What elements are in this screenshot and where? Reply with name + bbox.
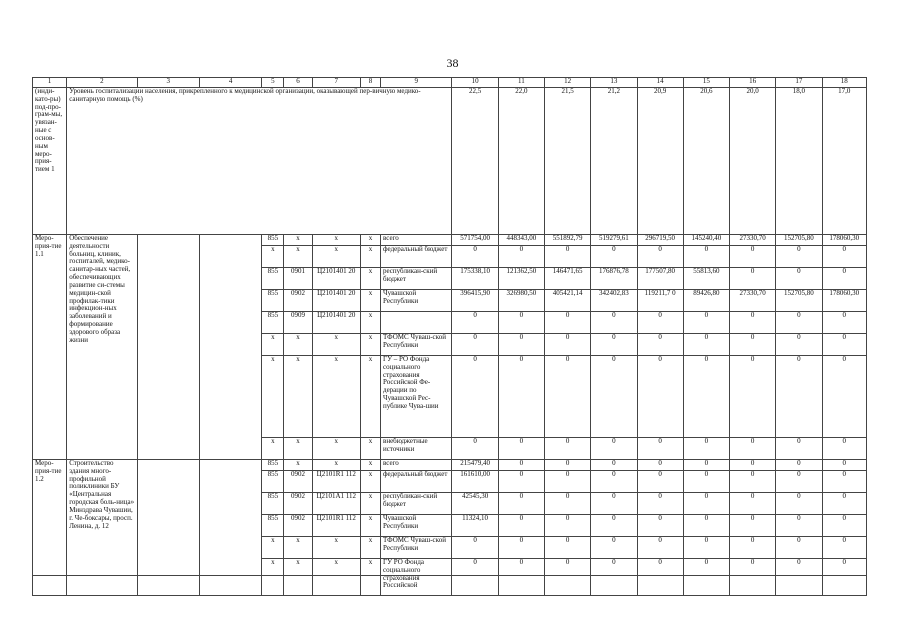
header-col-14: 14 <box>637 78 683 88</box>
header-row <box>33 78 867 88</box>
amount-cell: 0 <box>498 471 544 493</box>
amount-cell: 0 <box>730 493 776 515</box>
target-article: Ц2101R1 112 <box>312 515 360 537</box>
amount-cell: 0 <box>498 559 544 596</box>
amount-cell: 0 <box>452 246 498 268</box>
amount-cell: 0 <box>776 460 822 471</box>
amount-cell: 0 <box>730 471 776 493</box>
amount-cell: 0 <box>822 460 866 471</box>
amount-cell: 0 <box>498 438 544 460</box>
section-code: x <box>284 537 312 559</box>
amount-cell: 0 <box>591 537 637 559</box>
amount-cell: 146471,65 <box>544 268 590 290</box>
table-row <box>33 460 867 471</box>
amount-cell: 0 <box>544 493 590 515</box>
section-code: 0901 <box>284 268 312 290</box>
funding-source: внебюджетные источники <box>381 438 452 460</box>
amount-cell: 0 <box>776 246 822 268</box>
amount-cell: 519279,61 <box>591 235 637 246</box>
amount-cell: 0 <box>730 515 776 537</box>
amount-cell: 0 <box>452 438 498 460</box>
amount-cell: 0 <box>776 334 822 356</box>
table-row <box>33 235 867 246</box>
grbs-code: 855 <box>262 493 284 515</box>
indicator-value: 21,5 <box>544 88 590 235</box>
header-col-8: 8 <box>360 78 380 88</box>
amount-cell: 0 <box>591 559 637 596</box>
amount-cell: 0 <box>637 515 683 537</box>
amount-cell: 0 <box>776 356 822 438</box>
amount-cell: 0 <box>730 438 776 460</box>
amount-cell: 161610,00 <box>452 471 498 493</box>
grbs-code: x <box>262 334 284 356</box>
expense-type: x <box>360 493 380 515</box>
amount-cell: 0 <box>730 312 776 334</box>
header-col-2: 2 <box>67 78 137 88</box>
page-number: 38 <box>446 56 459 70</box>
header-col-18: 18 <box>822 78 866 88</box>
grbs-code: x <box>262 559 284 596</box>
target-article: x <box>312 460 360 471</box>
measure-code: Меро-прия-тие 1.2 <box>33 460 67 596</box>
amount-cell: 0 <box>637 312 683 334</box>
funding-source: федеральный бюджет <box>381 471 452 493</box>
amount-cell: 0 <box>822 246 866 268</box>
amount-cell: 0 <box>683 493 729 515</box>
expense-type: x <box>360 268 380 290</box>
funding-source: ГУ – РО Фонда социального страхования Российской Фе-дерации по Чувашской Рес-публике Чува-шии <box>381 356 452 438</box>
amount-cell: 0 <box>822 268 866 290</box>
funding-source: всего <box>381 460 452 471</box>
amount-cell: 296719,50 <box>637 235 683 246</box>
funding-source: республикан-ский бюджет <box>381 493 452 515</box>
section-code: x <box>284 246 312 268</box>
amount-cell: 0 <box>822 537 866 559</box>
amount-cell: 0 <box>544 356 590 438</box>
grbs-code: 855 <box>262 515 284 537</box>
amount-cell: 0 <box>591 471 637 493</box>
amount-cell: 0 <box>730 334 776 356</box>
amount-cell: 0 <box>637 471 683 493</box>
section-code: x <box>284 460 312 471</box>
amount-cell: 0 <box>776 537 822 559</box>
section-code: 0902 <box>284 471 312 493</box>
measure-title: Обеспечение деятельности больниц, клиник, госпиталей, медико-санитар-ных частей, обеспечивающих развитие си-стемы медицин-ской профилак-тики инфекцион-ных заболеваний и формирование здорового образа жизни <box>67 235 137 460</box>
indicator-value: 22,0 <box>498 88 544 235</box>
amount-cell: 0 <box>544 471 590 493</box>
amount-cell: 571754,00 <box>452 235 498 246</box>
amount-cell: 0 <box>591 334 637 356</box>
target-article: Ц2101А1 112 <box>312 493 360 515</box>
amount-cell: 0 <box>637 559 683 596</box>
amount-cell: 0 <box>498 460 544 471</box>
target-article: x <box>312 235 360 246</box>
amount-cell: 0 <box>498 493 544 515</box>
amount-cell: 0 <box>591 460 637 471</box>
amount-cell: 0 <box>544 246 590 268</box>
amount-cell: 396415,90 <box>452 290 498 312</box>
amount-cell: 0 <box>452 356 498 438</box>
amount-cell: 0 <box>591 312 637 334</box>
amount-cell: 326980,50 <box>498 290 544 312</box>
indicator-description: Уровень госпитализации населения, прикрепленного к медицинской организации, оказывающей пер-вичную медико-санитарную помощь (%) <box>67 88 452 235</box>
grbs-code: 855 <box>262 268 284 290</box>
amount-cell: 0 <box>683 246 729 268</box>
header-col-17: 17 <box>776 78 822 88</box>
amount-cell: 119211,7 0 <box>637 290 683 312</box>
amount-cell: 0 <box>637 438 683 460</box>
expense-type: x <box>360 471 380 493</box>
indicator-value: 20,9 <box>637 88 683 235</box>
amount-cell: 0 <box>822 356 866 438</box>
amount-cell: 0 <box>822 515 866 537</box>
amount-cell: 0 <box>776 312 822 334</box>
grbs-code: x <box>262 246 284 268</box>
target-article: x <box>312 334 360 356</box>
amount-cell: 152705,80 <box>776 290 822 312</box>
amount-cell: 0 <box>730 356 776 438</box>
amount-cell: 152705,80 <box>776 235 822 246</box>
measure-code: Меро-прия-тие 1.1 <box>33 235 67 460</box>
amount-cell: 0 <box>591 246 637 268</box>
expense-type: x <box>360 515 380 537</box>
section-code: x <box>284 559 312 596</box>
amount-cell: 0 <box>822 312 866 334</box>
header-col-6: 6 <box>284 78 312 88</box>
header-col-7: 7 <box>312 78 360 88</box>
header-col-11: 11 <box>498 78 544 88</box>
indicator-value: 17,0 <box>822 88 866 235</box>
amount-cell: 0 <box>730 268 776 290</box>
expense-type: x <box>360 312 380 334</box>
amount-cell: 342402,83 <box>591 290 637 312</box>
amount-cell: 0 <box>637 460 683 471</box>
expense-type: x <box>360 290 380 312</box>
grbs-code: 855 <box>262 460 284 471</box>
amount-cell: 0 <box>683 471 729 493</box>
amount-cell: 0 <box>498 334 544 356</box>
amount-cell: 0 <box>637 356 683 438</box>
amount-cell: 0 <box>544 312 590 334</box>
amount-cell: 448343,00 <box>498 235 544 246</box>
amount-cell: 0 <box>498 515 544 537</box>
amount-cell: 0 <box>822 493 866 515</box>
target-article: x <box>312 356 360 438</box>
target-article: x <box>312 537 360 559</box>
header-col-4: 4 <box>199 78 261 88</box>
responsible-cell <box>137 235 199 460</box>
amount-cell: 0 <box>452 334 498 356</box>
amount-cell: 551892,79 <box>544 235 590 246</box>
section-code: 0902 <box>284 290 312 312</box>
expense-type: x <box>360 246 380 268</box>
indicator-value: 22,5 <box>452 88 498 235</box>
indicator-value: 20,0 <box>730 88 776 235</box>
amount-cell: 0 <box>591 438 637 460</box>
amount-cell: 0 <box>683 438 729 460</box>
amount-cell: 0 <box>822 438 866 460</box>
section-code: x <box>284 334 312 356</box>
funding-source: ТФОМС Чуваш-ской Республики <box>381 334 452 356</box>
funding-source <box>381 312 452 334</box>
indicator-label: (инди-като-ры) под-про-грам-мы, увязан-ные с основ-ным меро-прия-тием 1 <box>33 88 67 235</box>
indicator-value: 18,0 <box>776 88 822 235</box>
amount-cell: 0 <box>544 460 590 471</box>
grbs-code: x <box>262 356 284 438</box>
expense-type: x <box>360 334 380 356</box>
amount-cell: 405421,14 <box>544 290 590 312</box>
amount-cell: 0 <box>730 559 776 596</box>
amount-cell: 0 <box>452 312 498 334</box>
funding-source: федеральный бюджет <box>381 246 452 268</box>
expense-type: x <box>360 235 380 246</box>
target-article: x <box>312 246 360 268</box>
amount-cell: 0 <box>683 559 729 596</box>
amount-cell: 0 <box>544 559 590 596</box>
section-code: 0902 <box>284 493 312 515</box>
amount-cell: 89426,80 <box>683 290 729 312</box>
section-code: 0909 <box>284 312 312 334</box>
target-article: x <box>312 559 360 596</box>
grbs-code: 855 <box>262 312 284 334</box>
grbs-code: 855 <box>262 290 284 312</box>
amount-cell: 0 <box>683 312 729 334</box>
amount-cell: 0 <box>498 537 544 559</box>
amount-cell: 0 <box>544 334 590 356</box>
amount-cell: 0 <box>822 471 866 493</box>
amount-cell: 215479,40 <box>452 460 498 471</box>
indicator-value: 20,6 <box>683 88 729 235</box>
amount-cell: 0 <box>498 246 544 268</box>
amount-cell: 42545,30 <box>452 493 498 515</box>
amount-cell: 11324,10 <box>452 515 498 537</box>
amount-cell: 0 <box>822 334 866 356</box>
funding-source: Чувашской Республики <box>381 290 452 312</box>
program-table <box>32 77 867 596</box>
header-col-5: 5 <box>262 78 284 88</box>
indicator-value: 21,2 <box>591 88 637 235</box>
amount-cell: 175338,10 <box>452 268 498 290</box>
amount-cell: 121362,50 <box>498 268 544 290</box>
amount-cell: 177507,80 <box>637 268 683 290</box>
grbs-code: x <box>262 438 284 460</box>
amount-cell: 178060,30 <box>822 235 866 246</box>
amount-cell: 0 <box>544 438 590 460</box>
amount-cell: 0 <box>776 471 822 493</box>
funding-source: республикан-ский бюджет <box>381 268 452 290</box>
funding-source: всего <box>381 235 452 246</box>
expense-type: x <box>360 537 380 559</box>
header-col-3: 3 <box>137 78 199 88</box>
amount-cell: 0 <box>637 537 683 559</box>
amount-cell: 0 <box>683 460 729 471</box>
amount-cell: 0 <box>683 515 729 537</box>
funding-source: Чувашской Республики <box>381 515 452 537</box>
amount-cell: 0 <box>637 246 683 268</box>
amount-cell: 0 <box>822 559 866 596</box>
section-code: x <box>284 235 312 246</box>
measure-title: Строительство здания много-профильной поликлиники БУ «Центральная городская боль-ница» Минздрава Чувашии, г. Че-боксары, просп. Ленина, д. 12 <box>67 460 137 596</box>
header-col-9: 9 <box>381 78 452 88</box>
amount-cell: 0 <box>452 559 498 596</box>
header-col-15: 15 <box>683 78 729 88</box>
expense-type: x <box>360 356 380 438</box>
amount-cell: 0 <box>776 515 822 537</box>
target-article: x <box>312 438 360 460</box>
amount-cell: 0 <box>730 537 776 559</box>
amount-cell: 0 <box>452 537 498 559</box>
amount-cell: 0 <box>730 246 776 268</box>
amount-cell: 0 <box>637 493 683 515</box>
amount-cell: 0 <box>776 268 822 290</box>
amount-cell: 0 <box>544 515 590 537</box>
section-code: 0902 <box>284 515 312 537</box>
amount-cell: 178060,30 <box>822 290 866 312</box>
grbs-code: x <box>262 537 284 559</box>
indicator-row <box>33 88 867 235</box>
funding-source: ГУ РО Фонда социального страхования Российской <box>381 559 452 596</box>
amount-cell: 0 <box>591 515 637 537</box>
amount-cell: 55813,60 <box>683 268 729 290</box>
grbs-code: 855 <box>262 235 284 246</box>
amount-cell: 176876,78 <box>591 268 637 290</box>
expense-type: x <box>360 438 380 460</box>
target-article: Ц2101401 20 <box>312 290 360 312</box>
funding-source: ТФОМС Чуваш-ской Республики <box>381 537 452 559</box>
amount-cell: 0 <box>683 356 729 438</box>
amount-cell: 0 <box>683 537 729 559</box>
header-col-1: 1 <box>33 78 67 88</box>
amount-cell: 0 <box>776 559 822 596</box>
amount-cell: 27330,70 <box>730 290 776 312</box>
grbs-code: 855 <box>262 471 284 493</box>
amount-cell: 0 <box>683 334 729 356</box>
target-article: Ц2101401 20 <box>312 312 360 334</box>
amount-cell: 0 <box>730 460 776 471</box>
amount-cell: 27330,70 <box>730 235 776 246</box>
amount-cell: 0 <box>591 493 637 515</box>
amount-cell: 0 <box>776 438 822 460</box>
section-code: x <box>284 356 312 438</box>
header-col-12: 12 <box>544 78 590 88</box>
header-col-10: 10 <box>452 78 498 88</box>
amount-cell: 0 <box>776 493 822 515</box>
amount-cell: 0 <box>544 537 590 559</box>
expense-type: x <box>360 460 380 471</box>
header-col-16: 16 <box>730 78 776 88</box>
target-article: Ц2101401 20 <box>312 268 360 290</box>
section-code: x <box>284 438 312 460</box>
amount-cell: 0 <box>637 334 683 356</box>
table-bottom-rule <box>32 575 867 576</box>
amount-cell: 0 <box>498 356 544 438</box>
participant-cell <box>199 235 261 460</box>
amount-cell: 0 <box>498 312 544 334</box>
header-col-13: 13 <box>591 78 637 88</box>
expense-type: x <box>360 559 380 596</box>
target-article: Ц2101R1 112 <box>312 471 360 493</box>
amount-cell: 145240,40 <box>683 235 729 246</box>
amount-cell: 0 <box>591 356 637 438</box>
